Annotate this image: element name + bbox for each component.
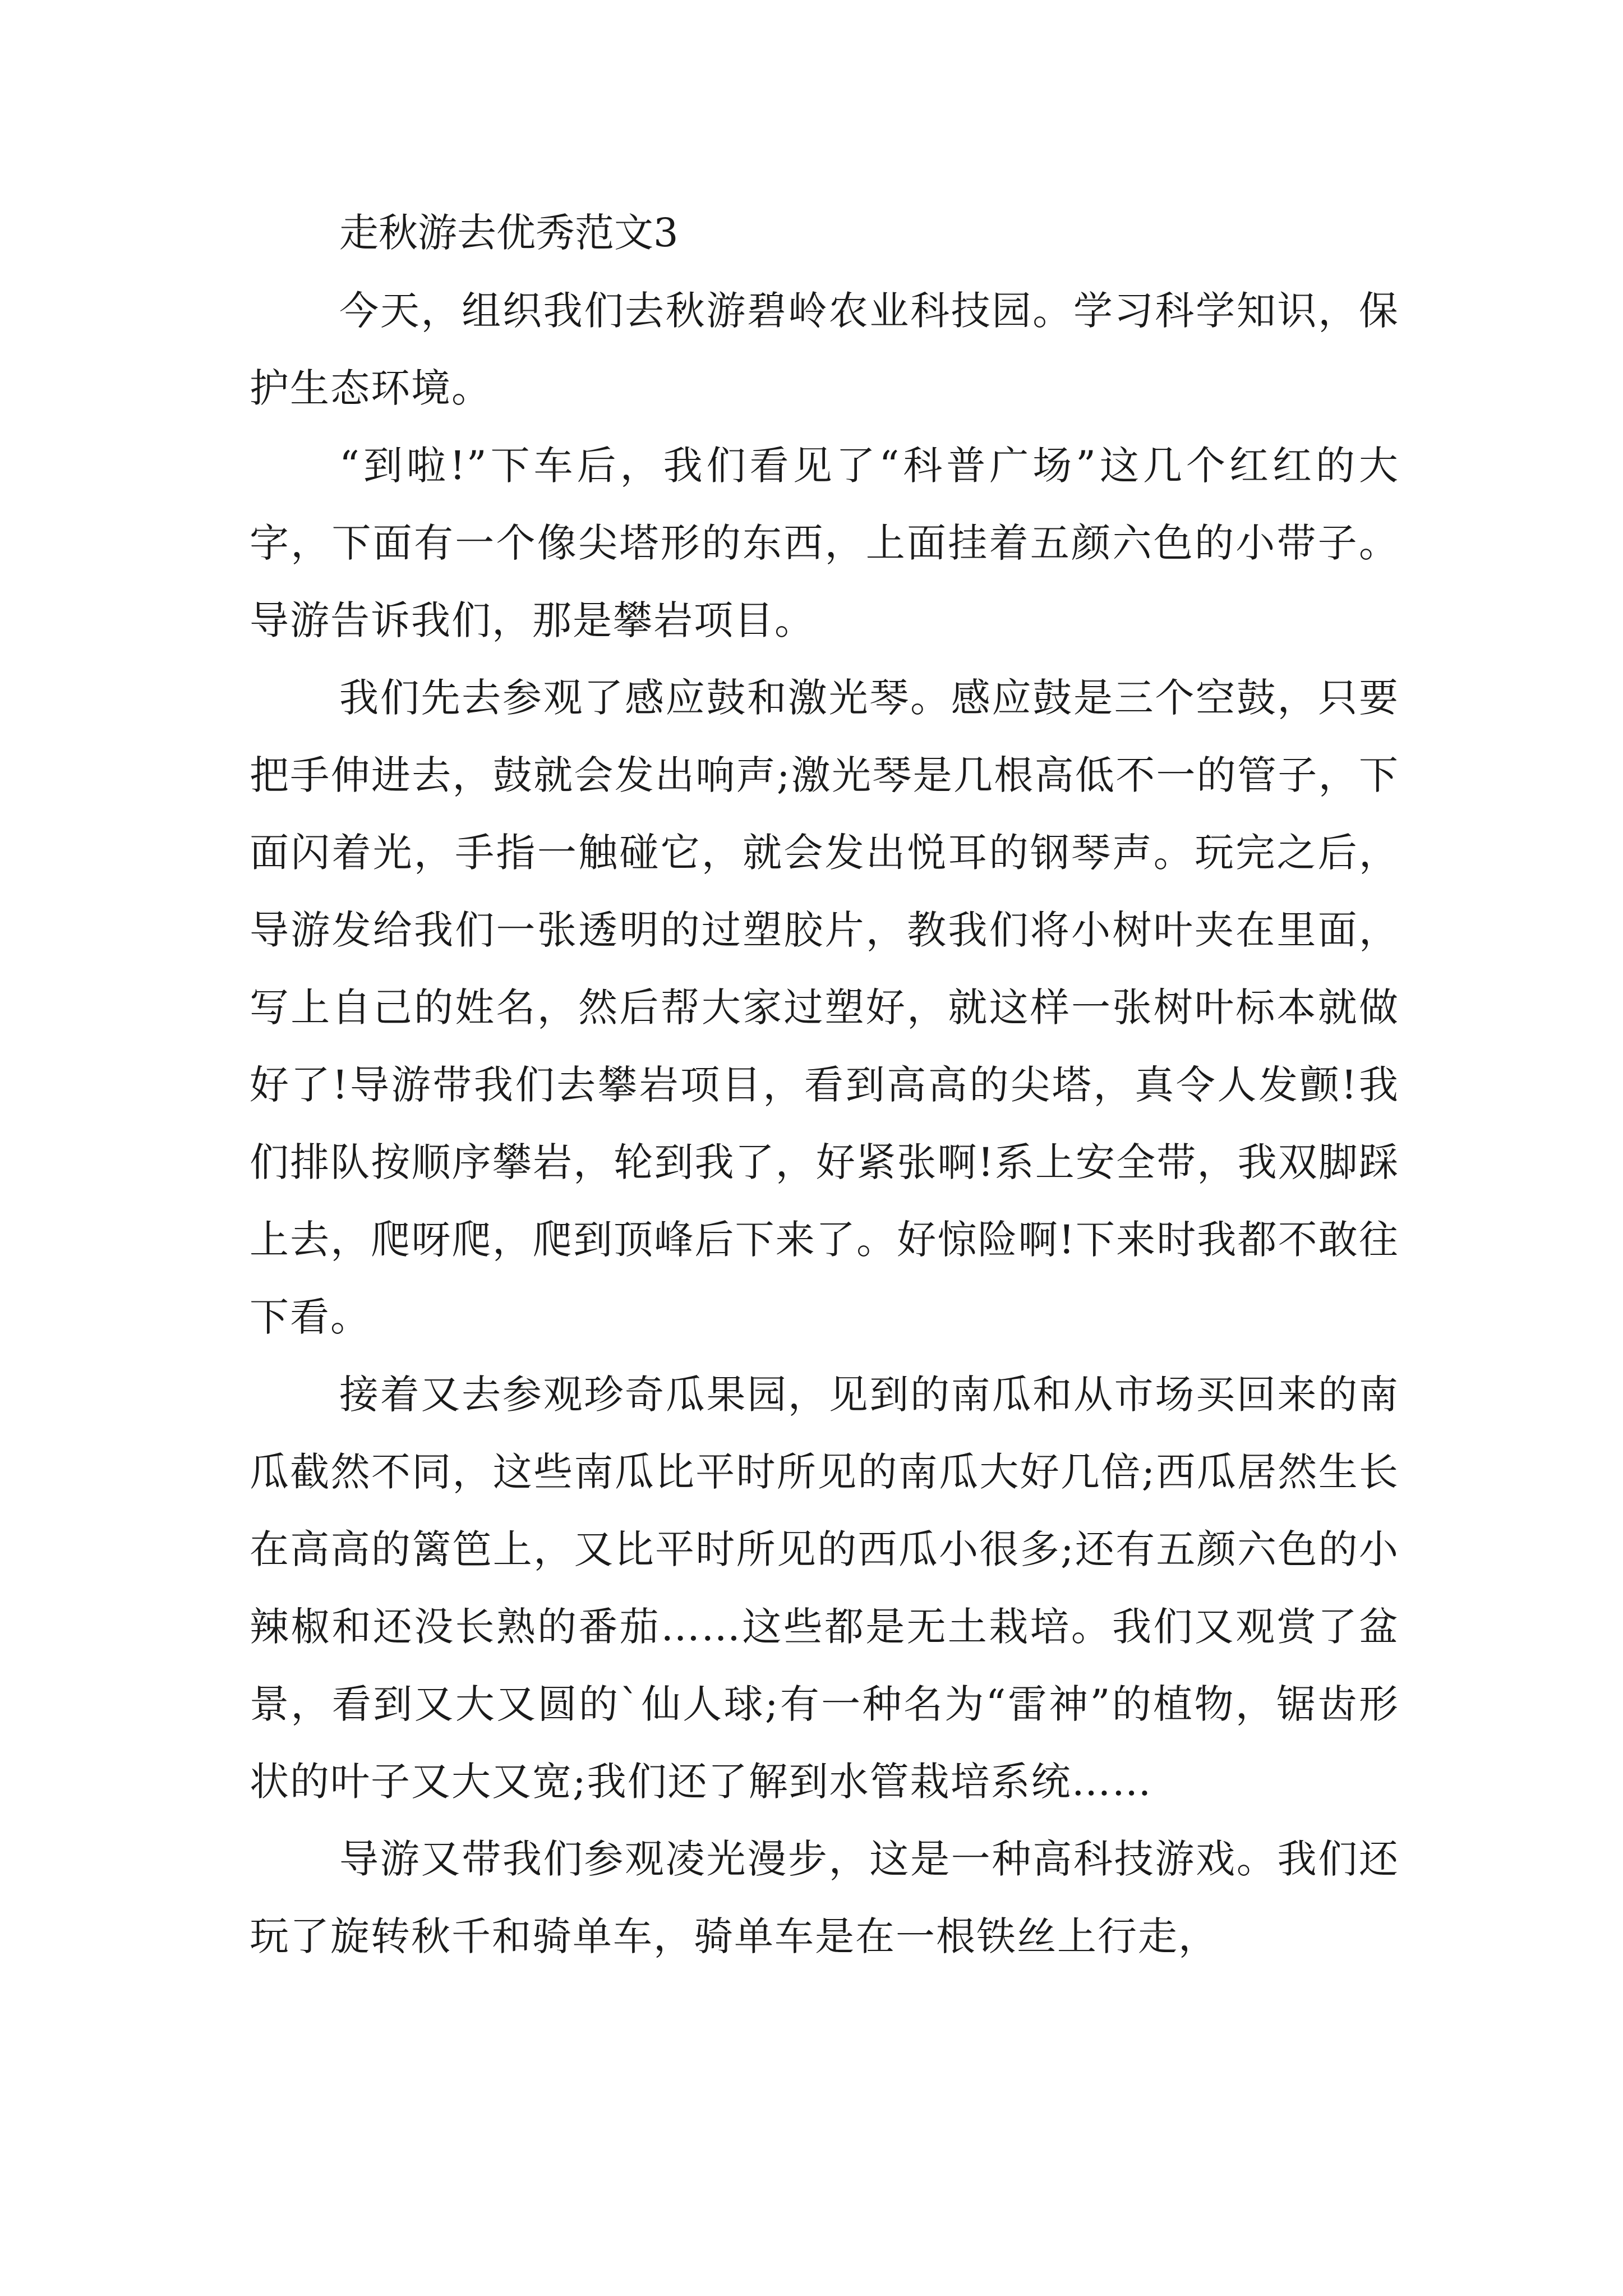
document-title: 走秋游去优秀范文3 bbox=[339, 210, 679, 256]
paragraph-fruit-garden: 接着又去参观珍奇瓜果园，见到的南瓜和从市场买回来的南瓜截然不同，这些南瓜比平时所见的南瓜大好几倍;西瓜居然生长在高高的篱笆上，又比平时所见的西瓜小很多;还有五颜六色的小辣椒和还没长熟的番茄……这些都是无土栽培。我们又观赏了盆景，看到又大又圆的`仙人球;有一种名为“雷神”的植物，锯齿形状的叶子又大又宽;我们还了解到水管栽培系统…… bbox=[250, 1372, 1399, 1805]
paragraph-drum-and-climbing: 我们先去参观了感应鼓和激光琴。感应鼓是三个空鼓，只要把手伸进去，鼓就会发出响声;激光琴是几根高低不一的管子，下面闪着光，手指一触碰它，就会发出悦耳的钢琴声。玩完之后，导游发给我们一张透明的过塑胶片，教我们将小树叶夹在里面，写上自己的姓名，然后帮大家过塑好，就这样一张树叶标本就做好了!导游带我们去攀岩项目，看到高高的尖塔，真令人发颤!我们排队按顺序攀岩，轮到我了，好紧张啊!系上安全带，我双脚踩上去，爬呀爬，爬到顶峰后下来了。好惊险啊!下来时我都不敢往下看。 bbox=[250, 675, 1399, 1340]
paragraph-arrival: “到啦!”下车后，我们看见了“科普广场”这几个红红的大字，下面有一个像尖塔形的东西，上面挂着五颜六色的小带子。导游告诉我们，那是攀岩项目。 bbox=[250, 443, 1399, 643]
paragraph-games: 导游又带我们参观凌光漫步，这是一种高科技游戏。我们还玩了旋转秋千和骑单车，骑单车是在一根铁丝上行走， bbox=[250, 1836, 1399, 1959]
document-body bbox=[250, 194, 1399, 1975]
paragraph-intro: 今天，组织我们去秋游碧岭农业科技园。学习科学知识，保护生态环境。 bbox=[250, 288, 1399, 411]
